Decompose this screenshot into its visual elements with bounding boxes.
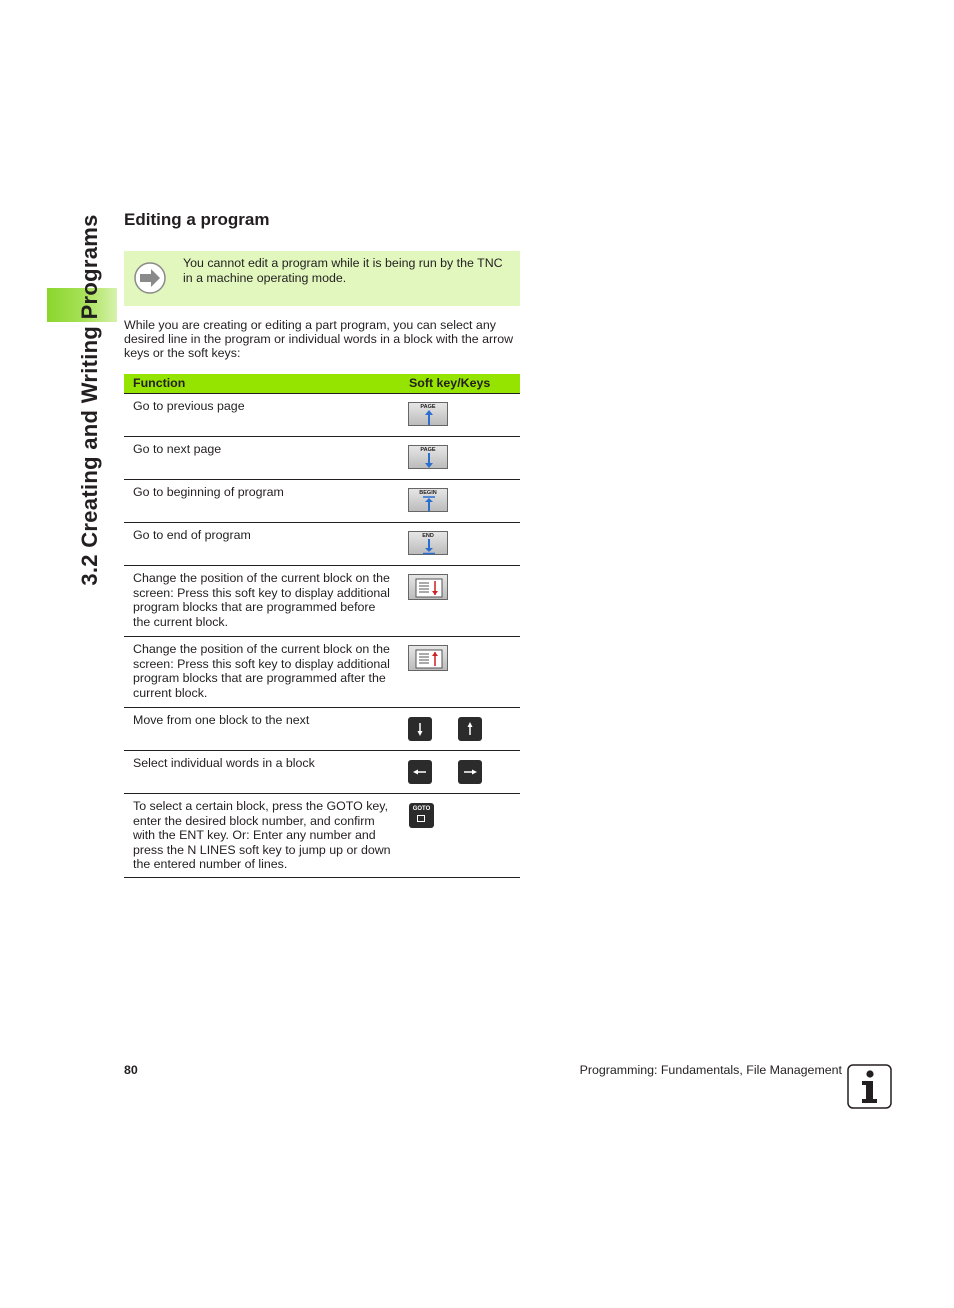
- section-heading: Editing a program: [124, 210, 270, 229]
- row-function-text: Move from one block to the next: [133, 713, 310, 727]
- row-function-text: Go to end of program: [133, 528, 251, 542]
- page-up-softkey-icon[interactable]: PAGE: [408, 402, 448, 426]
- arrow-right-icon: [134, 262, 166, 294]
- row-function-text: Go to previous page: [133, 399, 245, 413]
- header-softkeys: Soft key/Keys: [409, 376, 491, 390]
- footer-title: Programming: Fundamentals, File Management: [579, 1063, 842, 1077]
- arrow-left-glyph: [408, 760, 432, 784]
- arrow-right-key-icon[interactable]: [458, 760, 482, 784]
- note-box: [124, 251, 520, 306]
- row-function-text: Change the position of the current block on the screen: Press this soft key to display additional program blocks that are programmed after the current block.: [133, 642, 390, 700]
- goto-key-icon[interactable]: [409, 803, 434, 828]
- function-table: [124, 374, 520, 878]
- arrow-up-key-icon[interactable]: [458, 717, 482, 741]
- row-function-text: Go to beginning of program: [133, 485, 284, 499]
- header-function: Function: [133, 376, 186, 390]
- row-function-text: Change the position of the current block on the screen: Press this soft key to display additional program blocks that are programmed before the current block.: [133, 571, 390, 629]
- arrow-down-glyph: [408, 717, 432, 741]
- program-list-up-icon: [409, 575, 449, 601]
- intro-paragraph: While you are creating or editing a part program, you can select any desired line in the program or individual words in a block with the arrow keys or the soft keys:: [124, 318, 514, 360]
- page-down-softkey-icon[interactable]: PAGE: [408, 445, 448, 469]
- table-row: [124, 708, 520, 751]
- chapter-title-text: 3.2 Creating and Writing Programs: [77, 214, 102, 586]
- program-list-down-icon: [409, 646, 449, 672]
- page-number: 80: [124, 1063, 138, 1077]
- info-icon: [847, 1064, 892, 1109]
- arrow-down-icon: [409, 446, 449, 470]
- scroll-blocks-after-softkey-icon[interactable]: [408, 645, 448, 671]
- table-row: [124, 751, 520, 794]
- table-row: [124, 394, 520, 437]
- arrow-up-glyph: [458, 717, 482, 741]
- note-text: You cannot edit a program while it is being run by the TNC in a machine operating mode.: [183, 256, 503, 285]
- table-row: [124, 480, 520, 523]
- arrow-left-key-icon[interactable]: [408, 760, 432, 784]
- arrow-right-glyph: [458, 760, 482, 784]
- end-softkey-icon[interactable]: END: [408, 531, 448, 555]
- table-header: [124, 374, 520, 394]
- table-row: [124, 566, 520, 637]
- row-function-text: Select individual words in a block: [133, 756, 315, 770]
- arrow-down-key-icon[interactable]: [408, 717, 432, 741]
- table-row: [124, 637, 520, 708]
- row-function-text: Go to next page: [133, 442, 222, 456]
- square-icon: [417, 815, 425, 822]
- arrow-down-bar-icon: [409, 532, 449, 556]
- begin-softkey-icon[interactable]: BEGIN: [408, 488, 448, 512]
- arrow-up-bar-icon: [409, 489, 449, 513]
- scroll-blocks-before-softkey-icon[interactable]: [408, 574, 448, 600]
- goto-key-label: GOTO: [412, 806, 431, 812]
- table-row: [124, 523, 520, 566]
- row-function-text: To select a certain block, press the GOTO key, enter the desired block number, and confirm with the ENT key. Or: Enter any number and press the N LINES soft key to jump up or down the entered number of lines.: [133, 799, 391, 871]
- arrow-up-icon: [409, 403, 449, 427]
- table-row: [124, 437, 520, 480]
- table-row: [124, 794, 520, 878]
